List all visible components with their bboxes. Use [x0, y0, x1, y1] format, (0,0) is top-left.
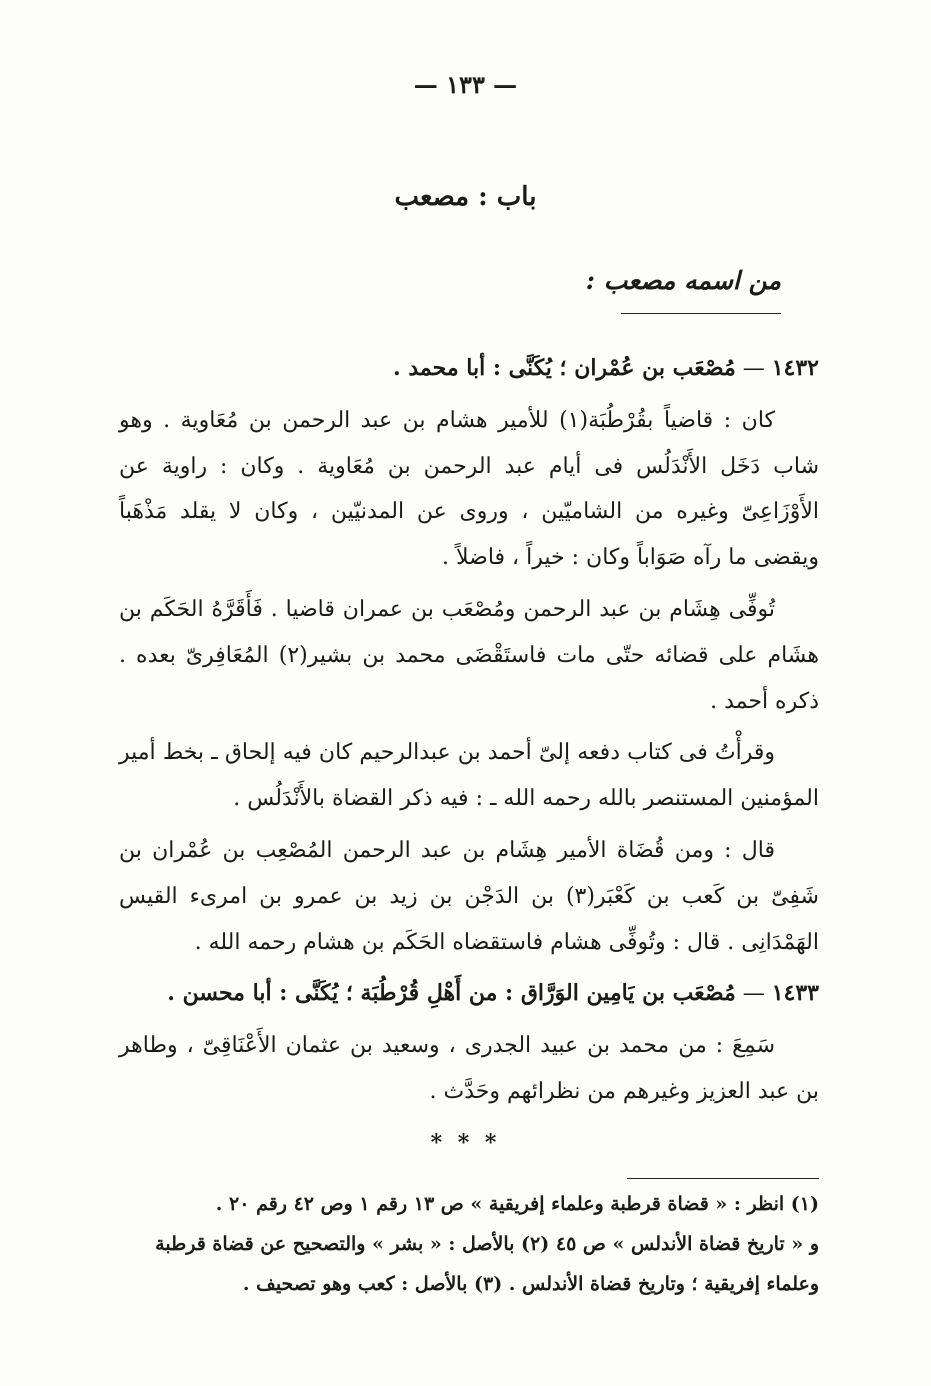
entry-paragraph: وقرأْتُ فى كتاب دفعه إلىّ أحمد بن عبدالرحيم كان فيه إلحاق ـ بخط أمير المؤمنين المستنصر بالله رحمه الله ـ : فيه ذكر القضاة بالأَنْدَلُس . — [119, 740, 819, 812]
footnote-line: و « تاريخ قضاة الأندلس » ص ٤٥ (٢) بالأصل : « بشر » والتصحيح عن قضاة قرطبة — [155, 1233, 819, 1255]
section-underline — [621, 313, 781, 314]
entry-paragraph: سَمِعَ : من محمد بن عبيد الجدرى ، وسعيد بن عثمان الأَعْنَاقِىّ ، وطاهر بن عبد العزيز وغيرهم من نظرائهم وحَدَّث . — [119, 1033, 819, 1104]
entry-paragraph: كان : قاضياً بقُرْطُبَة(١) للأمير هشام بن عبد الرحمن بن مُعَاوية . وهو شاب دَخَل الأَنْدَلُس فى أيام عبد الرحمن بن مُعَاوية . وكان : راوية عن الأَوْزَاعِىّ وغيره من الشاميّين ، وروى عن المدنيّين ، وكان لا يقلد مَذْهَباً ويقضى ما رآه صَوَاباً وكان : خيراً ، فاضلاً . — [119, 407, 819, 571]
section-heading: من اسمه مصعب : — [585, 266, 781, 295]
chapter-title: باب : مصعب — [394, 182, 537, 212]
entry-title: مُصْعَب بن عُمْران ؛ يُكَنَّى : أبا محمد . — [393, 355, 736, 381]
footnote-line: (١) انظر : « قضاة قرطبة وعلماء إفريقية » ص ١٣ رقم ١ وص ٤٢ رقم ٢٠ . — [215, 1193, 819, 1215]
entry-paragraph: قال : ومن قُضَاة الأمير هِشَام بن عبد الرحمن المُصْعِب بن عُمْران بن شَفِىّ بن كَعب بن كَعْبَر(٣) بن الدَجْن بن زيد بن عمرو بن امرىء القيس الهَمْدَانِى . قال : وتُوفِّى هشام فاستقضاه الحَكَم بن هشام رحمه الله . — [119, 837, 819, 955]
entry-number: ١٤٣٢ — [771, 355, 819, 381]
entry-headline — [119, 971, 819, 1017]
footnote-rule — [627, 1178, 819, 1179]
entry-dash: — — [735, 356, 772, 381]
footnotes — [119, 1184, 819, 1304]
entry-title: مُصْعَب بن يَامِين الوَرَّاق : من أَهْلِ قُرْطُبَة ؛ يُكَنَّى : أبا محسن . — [167, 980, 736, 1007]
entry-headline — [119, 346, 819, 392]
entry-paragraph: تُوفِّى هِشَام بن عبد الرحمن ومُصْعَب بن عمران قاضيا . فَأَقَرَّهُ الحَكَم بن هشَام على قضائه حتّى مات فاستَقْضَى محمد بن بشير(٢) المُعَافِرىّ بعده . ذكره أحمد . — [119, 596, 819, 714]
entry-dash: — — [735, 981, 772, 1007]
footnote-line: وعلماء إفريقية ؛ وتاريخ قضاة الأندلس . (٣) بالأصل : كعب وهو تصحيف . — [242, 1273, 819, 1295]
entry-number: ١٤٣٣ — [771, 980, 819, 1007]
page-number: — ١٣٣ — — [413, 70, 518, 99]
section-separator: * * * — [430, 1130, 501, 1156]
main-text — [119, 346, 819, 1121]
